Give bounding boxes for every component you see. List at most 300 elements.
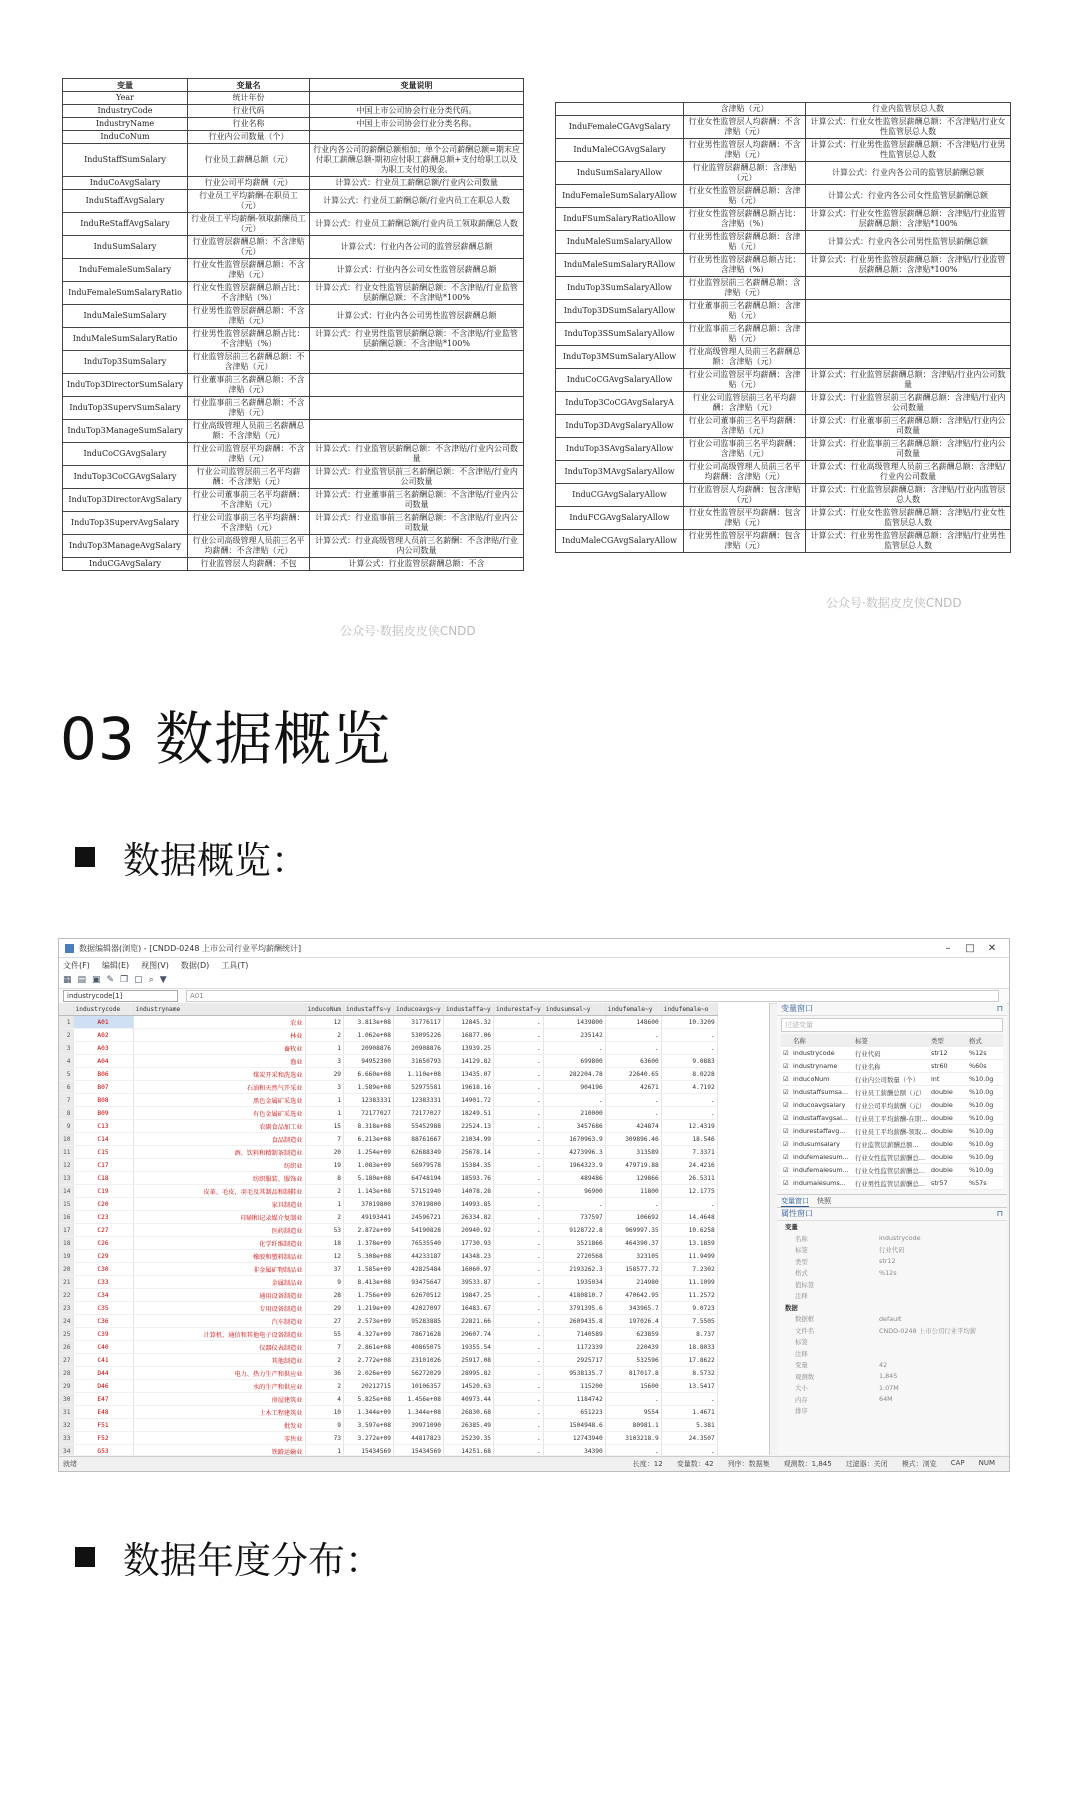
cell-value[interactable]: 8 bbox=[305, 1172, 344, 1185]
cell-value[interactable]: 1.062e+08 bbox=[344, 1029, 394, 1042]
cell-value[interactable]: 18.8033 bbox=[661, 1341, 717, 1354]
cell-value[interactable]: 3.813e+08 bbox=[344, 1016, 394, 1029]
cell-industryname[interactable]: 非金属矿物制品业 bbox=[133, 1263, 305, 1276]
cell-industrycode[interactable]: D46 bbox=[73, 1380, 133, 1393]
table-row[interactable] bbox=[59, 1276, 717, 1289]
cell-value-field[interactable]: A01 bbox=[186, 990, 999, 1002]
table-row[interactable] bbox=[59, 1055, 717, 1068]
cell-value[interactable]: 623859 bbox=[605, 1328, 661, 1341]
cell-industrycode[interactable]: C17 bbox=[73, 1159, 133, 1172]
cell-value[interactable]: 1.254e+09 bbox=[344, 1146, 394, 1159]
cell-industrycode[interactable]: B06 bbox=[73, 1068, 133, 1081]
cell-industrycode[interactable]: F51 bbox=[73, 1419, 133, 1432]
cell-industrycode[interactable]: C41 bbox=[73, 1354, 133, 1367]
cell-value[interactable]: . bbox=[494, 1367, 544, 1380]
cell-value[interactable]: 1.344e+09 bbox=[344, 1406, 394, 1419]
menu-edit[interactable]: 编辑(E) bbox=[101, 960, 130, 970]
cell-value[interactable]: 12383331 bbox=[344, 1094, 394, 1107]
cell-value[interactable]: 18.546 bbox=[661, 1133, 717, 1146]
cell-industryname[interactable]: 酒、饮料和精制茶制造业 bbox=[133, 1146, 305, 1159]
cell-value[interactable]: 22821.66 bbox=[444, 1315, 494, 1328]
cell-value[interactable]: 13939.25 bbox=[444, 1042, 494, 1055]
cell-value[interactable]: 53095226 bbox=[394, 1029, 444, 1042]
cell-value[interactable]: 16483.67 bbox=[444, 1302, 494, 1315]
cell-value[interactable]: 12743940 bbox=[543, 1432, 605, 1445]
cell-industrycode[interactable]: C27 bbox=[73, 1224, 133, 1237]
checkbox-icon[interactable] bbox=[781, 1086, 791, 1099]
cell-industryname[interactable]: 医药制造业 bbox=[133, 1224, 305, 1237]
cell-reference-box[interactable]: industrycode[1] bbox=[63, 990, 178, 1002]
cell-value[interactable]: 26.5311 bbox=[661, 1172, 717, 1185]
cell-value[interactable]: 2609435.8 bbox=[543, 1315, 605, 1328]
cell-value[interactable]: . bbox=[494, 1146, 544, 1159]
cell-industrycode[interactable]: C36 bbox=[73, 1315, 133, 1328]
cell-value[interactable]: 18593.76 bbox=[444, 1172, 494, 1185]
cell-value[interactable]: 14.4648 bbox=[661, 1211, 717, 1224]
cell-industrycode[interactable]: C33 bbox=[73, 1276, 133, 1289]
cell-value[interactable]: 22524.13 bbox=[444, 1120, 494, 1133]
table-row[interactable] bbox=[59, 1367, 717, 1380]
cell-industrycode[interactable]: C19 bbox=[73, 1185, 133, 1198]
cell-value[interactable]: 25678.14 bbox=[444, 1146, 494, 1159]
table-row[interactable] bbox=[59, 1263, 717, 1276]
cell-value[interactable]: 2 bbox=[305, 1185, 344, 1198]
cell-value[interactable]: 1.378e+09 bbox=[344, 1237, 394, 1250]
cell-value[interactable]: 20908876 bbox=[394, 1042, 444, 1055]
cell-value[interactable]: 17730.93 bbox=[444, 1237, 494, 1250]
cell-value[interactable]: 44817823 bbox=[394, 1432, 444, 1445]
cell-value[interactable]: 1 bbox=[305, 1445, 344, 1456]
cell-value[interactable]: 56272029 bbox=[394, 1367, 444, 1380]
cell-value[interactable]: 16060.97 bbox=[444, 1263, 494, 1276]
table-row[interactable] bbox=[59, 1224, 717, 1237]
cell-value[interactable]: 1.344e+08 bbox=[394, 1406, 444, 1419]
cell-value[interactable]: . bbox=[605, 1042, 661, 1055]
cell-value[interactable]: . bbox=[494, 1198, 544, 1211]
cell-value[interactable]: . bbox=[494, 1159, 544, 1172]
cell-value[interactable]: 2 bbox=[305, 1029, 344, 1042]
column-header[interactable]: indusumsal~y bbox=[543, 1003, 605, 1016]
cell-value[interactable]: 72177027 bbox=[344, 1107, 394, 1120]
cell-value[interactable]: 17.8622 bbox=[661, 1354, 717, 1367]
checkbox-icon[interactable] bbox=[781, 1112, 791, 1125]
checkbox-icon[interactable] bbox=[781, 1073, 791, 1086]
search-icon[interactable]: ⌕ bbox=[148, 975, 154, 985]
cell-industryname[interactable]: 零售业 bbox=[133, 1432, 305, 1445]
table-row[interactable] bbox=[59, 1133, 717, 1146]
cell-value[interactable]: 13.5417 bbox=[661, 1380, 717, 1393]
cell-value[interactable]: . bbox=[605, 1029, 661, 1042]
cell-value[interactable]: 6.213e+08 bbox=[344, 1133, 394, 1146]
cell-industryname[interactable]: 汽车制造业 bbox=[133, 1315, 305, 1328]
tab-snapshots[interactable]: 快照 bbox=[817, 1197, 831, 1205]
variable-list-item[interactable] bbox=[781, 1099, 1003, 1112]
cell-value[interactable]: 1 bbox=[305, 1094, 344, 1107]
cell-value[interactable]: 25917.08 bbox=[444, 1354, 494, 1367]
cell-value[interactable]: 12 bbox=[305, 1250, 344, 1263]
cell-value[interactable]: 76535540 bbox=[394, 1237, 444, 1250]
table-row[interactable] bbox=[59, 1120, 717, 1133]
cell-value[interactable]: 37019800 bbox=[394, 1198, 444, 1211]
cell-value[interactable]: 3 bbox=[305, 1055, 344, 1068]
minimize-icon[interactable]: – bbox=[945, 942, 951, 954]
cell-value[interactable]: 309896.46 bbox=[605, 1133, 661, 1146]
cell-value[interactable]: . bbox=[494, 1289, 544, 1302]
paste-icon[interactable]: ▢ bbox=[134, 975, 143, 985]
cell-value[interactable]: 5.381 bbox=[661, 1419, 717, 1432]
cell-value[interactable]: 14251.68 bbox=[444, 1445, 494, 1456]
cell-value[interactable]: . bbox=[494, 1172, 544, 1185]
checkbox-icon[interactable] bbox=[781, 1177, 791, 1190]
cell-value[interactable]: 11.9499 bbox=[661, 1250, 717, 1263]
cell-value[interactable]: 1 bbox=[305, 1107, 344, 1120]
cell-industryname[interactable]: 橡胶和塑料制品业 bbox=[133, 1250, 305, 1263]
cell-value[interactable]: . bbox=[494, 1263, 544, 1276]
cell-value[interactable]: 343965.7 bbox=[605, 1302, 661, 1315]
cell-value[interactable]: 115200 bbox=[543, 1380, 605, 1393]
cell-industrycode[interactable]: E48 bbox=[73, 1406, 133, 1419]
table-row[interactable] bbox=[59, 1198, 717, 1211]
cell-industrycode[interactable]: C34 bbox=[73, 1289, 133, 1302]
cell-value[interactable]: . bbox=[494, 1016, 544, 1029]
cell-value[interactable]: 2 bbox=[305, 1354, 344, 1367]
cell-value[interactable]: . bbox=[494, 1315, 544, 1328]
cell-value[interactable]: 214980 bbox=[605, 1276, 661, 1289]
cell-industryname[interactable]: 皮革、毛皮、羽毛及其制品和制鞋业 bbox=[133, 1185, 305, 1198]
column-header[interactable]: industryname bbox=[133, 1003, 305, 1016]
cell-industryname[interactable]: 家具制造业 bbox=[133, 1198, 305, 1211]
table-row[interactable] bbox=[59, 1211, 717, 1224]
column-header[interactable]: industaffa~y bbox=[444, 1003, 494, 1016]
column-header[interactable]: inducoavgs~y bbox=[394, 1003, 444, 1016]
cell-value[interactable]: 16877.06 bbox=[444, 1029, 494, 1042]
cell-value[interactable]: 15 bbox=[305, 1120, 344, 1133]
menu-tools[interactable]: 工具(T) bbox=[221, 960, 249, 970]
table-row[interactable] bbox=[59, 1419, 717, 1432]
cell-value[interactable]: 42825484 bbox=[394, 1263, 444, 1276]
cell-value[interactable]: 1.083e+09 bbox=[344, 1159, 394, 1172]
table-row[interactable] bbox=[59, 1042, 717, 1055]
cell-industryname[interactable]: 仪器仪表制造业 bbox=[133, 1341, 305, 1354]
cell-value[interactable]: 34390 bbox=[543, 1445, 605, 1456]
cell-value[interactable]: . bbox=[661, 1042, 717, 1055]
cell-value[interactable]: 44233187 bbox=[394, 1250, 444, 1263]
cell-value[interactable]: 1964323.9 bbox=[543, 1159, 605, 1172]
cell-value[interactable]: . bbox=[661, 1198, 717, 1211]
cell-value[interactable]: 10106357 bbox=[394, 1380, 444, 1393]
cell-value[interactable]: . bbox=[494, 1354, 544, 1367]
cell-value[interactable]: 19355.54 bbox=[444, 1341, 494, 1354]
cell-value[interactable]: 2193262.3 bbox=[543, 1263, 605, 1276]
cell-value[interactable]: 3791395.6 bbox=[543, 1302, 605, 1315]
table-row[interactable] bbox=[59, 1068, 717, 1081]
cell-industryname[interactable]: 化学纤维制造业 bbox=[133, 1237, 305, 1250]
grid-icon[interactable]: ▦ bbox=[63, 975, 72, 985]
cell-value[interactable]: . bbox=[494, 1250, 544, 1263]
cell-value[interactable]: 36 bbox=[305, 1367, 344, 1380]
cell-value[interactable]: 95283885 bbox=[394, 1315, 444, 1328]
cell-value[interactable]: 9128722.8 bbox=[543, 1224, 605, 1237]
cell-industrycode[interactable]: C18 bbox=[73, 1172, 133, 1185]
checkbox-icon[interactable] bbox=[781, 1125, 791, 1138]
cell-value[interactable]: . bbox=[494, 1445, 544, 1456]
cell-value[interactable]: 532596 bbox=[605, 1354, 661, 1367]
menu-data[interactable]: 数据(D) bbox=[180, 960, 210, 970]
cell-value[interactable]: 40865075 bbox=[394, 1341, 444, 1354]
cell-value[interactable]: . bbox=[494, 1094, 544, 1107]
checkbox-icon[interactable] bbox=[781, 1099, 791, 1112]
cell-value[interactable]: . bbox=[661, 1445, 717, 1456]
cell-value[interactable]: 4.327e+09 bbox=[344, 1328, 394, 1341]
cell-value[interactable]: 651223 bbox=[543, 1406, 605, 1419]
cell-value[interactable]: 9538135.7 bbox=[543, 1367, 605, 1380]
cell-value[interactable]: 13.1859 bbox=[661, 1237, 717, 1250]
cell-industrycode[interactable]: C35 bbox=[73, 1302, 133, 1315]
cell-value[interactable]: 220439 bbox=[605, 1341, 661, 1354]
cell-industrycode[interactable]: B08 bbox=[73, 1094, 133, 1107]
cell-value[interactable]: 22640.65 bbox=[605, 1068, 661, 1081]
cell-value[interactable]: 424874 bbox=[605, 1120, 661, 1133]
cell-value[interactable]: 8.5732 bbox=[661, 1367, 717, 1380]
cell-value[interactable]: 23101026 bbox=[394, 1354, 444, 1367]
cell-value[interactable]: 8.413e+08 bbox=[344, 1276, 394, 1289]
cell-value[interactable]: 4.7192 bbox=[661, 1081, 717, 1094]
cell-value[interactable]: 737597 bbox=[543, 1211, 605, 1224]
save-icon[interactable]: ▣ bbox=[92, 975, 101, 985]
cell-value[interactable]: 12.4319 bbox=[661, 1120, 717, 1133]
cell-value[interactable]: 489486 bbox=[543, 1172, 605, 1185]
cell-industrycode[interactable]: A04 bbox=[73, 1055, 133, 1068]
cell-value[interactable]: 7 bbox=[305, 1341, 344, 1354]
table-row[interactable] bbox=[59, 1432, 717, 1445]
cell-value[interactable]: 64748194 bbox=[394, 1172, 444, 1185]
cell-value[interactable]: 6.660e+08 bbox=[344, 1068, 394, 1081]
cell-value[interactable]: 3457686 bbox=[543, 1120, 605, 1133]
cell-industryname[interactable]: 石油和天然气开采业 bbox=[133, 1081, 305, 1094]
table-row[interactable] bbox=[59, 1380, 717, 1393]
cell-value[interactable]: 24.4216 bbox=[661, 1159, 717, 1172]
table-row[interactable] bbox=[59, 1289, 717, 1302]
cell-value[interactable]: 80981.1 bbox=[605, 1419, 661, 1432]
cell-value[interactable]: . bbox=[494, 1068, 544, 1081]
cell-value[interactable]: 5.825e+08 bbox=[344, 1393, 394, 1406]
table-row[interactable] bbox=[59, 1250, 717, 1263]
table-row[interactable] bbox=[59, 1172, 717, 1185]
cell-value[interactable]: . bbox=[543, 1094, 605, 1107]
cell-value[interactable]: 2.573e+09 bbox=[344, 1315, 394, 1328]
cell-value[interactable]: 1.219e+09 bbox=[344, 1302, 394, 1315]
cell-value[interactable]: 129866 bbox=[605, 1172, 661, 1185]
cell-value[interactable]: . bbox=[494, 1185, 544, 1198]
cell-value[interactable]: . bbox=[661, 1393, 717, 1406]
cell-value[interactable]: . bbox=[494, 1120, 544, 1133]
cell-value[interactable]: 28 bbox=[305, 1289, 344, 1302]
cell-value[interactable]: 15434569 bbox=[344, 1445, 394, 1456]
cell-value[interactable]: 21034.99 bbox=[444, 1133, 494, 1146]
table-row[interactable] bbox=[59, 1406, 717, 1419]
cell-value[interactable]: 210000 bbox=[543, 1107, 605, 1120]
cell-value[interactable]: . bbox=[543, 1042, 605, 1055]
cell-industrycode[interactable]: C20 bbox=[73, 1198, 133, 1211]
variable-list-item[interactable] bbox=[781, 1138, 1003, 1151]
cell-value[interactable]: . bbox=[605, 1107, 661, 1120]
cell-value[interactable]: 1.585e+09 bbox=[344, 1263, 394, 1276]
cell-value[interactable]: 42027097 bbox=[394, 1302, 444, 1315]
cell-value[interactable]: . bbox=[494, 1055, 544, 1068]
cell-value[interactable]: . bbox=[494, 1042, 544, 1055]
cell-value[interactable]: 40973.44 bbox=[444, 1393, 494, 1406]
cell-industryname[interactable]: 水的生产和供应业 bbox=[133, 1380, 305, 1393]
cell-value[interactable]: . bbox=[494, 1211, 544, 1224]
cell-value[interactable]: 3.272e+09 bbox=[344, 1432, 394, 1445]
cell-value[interactable]: 1.589e+08 bbox=[344, 1081, 394, 1094]
cell-value[interactable]: 9.0883 bbox=[661, 1055, 717, 1068]
checkbox-icon[interactable] bbox=[781, 1151, 791, 1164]
tab-variables[interactable]: 变量窗口 bbox=[781, 1196, 809, 1205]
column-header[interactable]: indufemale~o bbox=[661, 1003, 717, 1016]
cell-value[interactable]: 5.308e+08 bbox=[344, 1250, 394, 1263]
cell-value[interactable]: 323105 bbox=[605, 1250, 661, 1263]
cell-value[interactable]: 12845.32 bbox=[444, 1016, 494, 1029]
cell-value[interactable]: 1 bbox=[305, 1198, 344, 1211]
copy-icon[interactable]: ❐ bbox=[120, 975, 129, 985]
cell-value[interactable]: 62670512 bbox=[394, 1289, 444, 1302]
cell-value[interactable]: 37 bbox=[305, 1263, 344, 1276]
cell-industrycode[interactable]: C14 bbox=[73, 1133, 133, 1146]
table-row[interactable] bbox=[59, 1393, 717, 1406]
variable-list-item[interactable] bbox=[781, 1164, 1003, 1177]
cell-value[interactable]: 9554 bbox=[605, 1406, 661, 1419]
cell-value[interactable]: 42671 bbox=[605, 1081, 661, 1094]
variable-list-item[interactable] bbox=[781, 1060, 1003, 1073]
cell-value[interactable]: 2.872e+09 bbox=[344, 1224, 394, 1237]
cell-value[interactable]: 1.110e+08 bbox=[394, 1068, 444, 1081]
cell-industryname[interactable]: 房屋建筑业 bbox=[133, 1393, 305, 1406]
cell-industrycode[interactable]: G53 bbox=[73, 1445, 133, 1456]
cell-value[interactable]: 62688349 bbox=[394, 1146, 444, 1159]
cell-value[interactable]: 3521866 bbox=[543, 1237, 605, 1250]
cell-value[interactable]: 88761667 bbox=[394, 1133, 444, 1146]
data-grid[interactable] bbox=[59, 1003, 770, 1455]
cell-value[interactable]: 464390.37 bbox=[605, 1237, 661, 1250]
table-row[interactable] bbox=[59, 1159, 717, 1172]
filter-icon[interactable]: ▼ bbox=[159, 975, 167, 985]
variable-list-item[interactable] bbox=[781, 1112, 1003, 1125]
cell-value[interactable]: 93475647 bbox=[394, 1276, 444, 1289]
checkbox-icon[interactable] bbox=[781, 1060, 791, 1073]
cell-value[interactable]: 11.2572 bbox=[661, 1289, 717, 1302]
cell-value[interactable]: 31650793 bbox=[394, 1055, 444, 1068]
cell-value[interactable]: . bbox=[494, 1380, 544, 1393]
cell-value[interactable]: 12 bbox=[305, 1016, 344, 1029]
cell-value[interactable]: 14129.82 bbox=[444, 1055, 494, 1068]
cell-value[interactable]: 20212715 bbox=[344, 1380, 394, 1393]
pin-icon[interactable]: ⊓ bbox=[996, 1004, 1003, 1013]
cell-value[interactable]: 2.772e+08 bbox=[344, 1354, 394, 1367]
table-row[interactable] bbox=[59, 1354, 717, 1367]
table-row[interactable] bbox=[59, 1146, 717, 1159]
cell-value[interactable]: 1.4671 bbox=[661, 1406, 717, 1419]
table-row[interactable] bbox=[59, 1328, 717, 1341]
cell-value[interactable]: 7 bbox=[305, 1133, 344, 1146]
cell-value[interactable]: 4273996.3 bbox=[543, 1146, 605, 1159]
cell-value[interactable]: 56979578 bbox=[394, 1159, 444, 1172]
cell-value[interactable]: 18 bbox=[305, 1237, 344, 1250]
cell-value[interactable]: 479719.88 bbox=[605, 1159, 661, 1172]
cell-value[interactable]: 9 bbox=[305, 1419, 344, 1432]
cell-value[interactable]: 29 bbox=[305, 1302, 344, 1315]
column-header[interactable]: industaffs~y bbox=[344, 1003, 394, 1016]
cell-value[interactable]: 19 bbox=[305, 1159, 344, 1172]
cell-industryname[interactable]: 黑色金属矿采选业 bbox=[133, 1094, 305, 1107]
cell-value[interactable]: 148600 bbox=[605, 1016, 661, 1029]
cell-industryname[interactable]: 通用设备制造业 bbox=[133, 1289, 305, 1302]
cell-industrycode[interactable]: A01 bbox=[73, 1016, 133, 1029]
cell-value[interactable]: 78671628 bbox=[394, 1328, 444, 1341]
cell-industryname[interactable]: 金属制品业 bbox=[133, 1276, 305, 1289]
cell-value[interactable]: . bbox=[494, 1302, 544, 1315]
cell-industryname[interactable]: 纺织业 bbox=[133, 1159, 305, 1172]
cell-value[interactable]: 1504948.6 bbox=[543, 1419, 605, 1432]
cell-value[interactable]: 25239.35 bbox=[444, 1432, 494, 1445]
cell-value[interactable]: 11.1099 bbox=[661, 1276, 717, 1289]
cell-value[interactable]: 14520.63 bbox=[444, 1380, 494, 1393]
cell-value[interactable]: 9 bbox=[305, 1276, 344, 1289]
cell-industryname[interactable]: 土木工程建筑业 bbox=[133, 1406, 305, 1419]
checkbox-icon[interactable] bbox=[781, 1047, 791, 1060]
cell-value[interactable]: 29 bbox=[305, 1068, 344, 1081]
cell-value[interactable]: . bbox=[661, 1107, 717, 1120]
cell-value[interactable]: . bbox=[661, 1029, 717, 1042]
cell-value[interactable]: . bbox=[543, 1198, 605, 1211]
cell-value[interactable]: 49193441 bbox=[344, 1211, 394, 1224]
cell-value[interactable]: 53 bbox=[305, 1224, 344, 1237]
checkbox-icon[interactable] bbox=[781, 1138, 791, 1151]
column-header[interactable]: inducoNum bbox=[305, 1003, 344, 1016]
table-row[interactable] bbox=[59, 1016, 717, 1029]
cell-value[interactable]: 817017.8 bbox=[605, 1367, 661, 1380]
cell-industryname[interactable]: 专用设备制造业 bbox=[133, 1302, 305, 1315]
cell-value[interactable]: . bbox=[661, 1094, 717, 1107]
cell-industryname[interactable]: 纺织服装、服饰业 bbox=[133, 1172, 305, 1185]
table-row[interactable] bbox=[59, 1094, 717, 1107]
cell-industrycode[interactable]: C26 bbox=[73, 1237, 133, 1250]
variable-list-item[interactable] bbox=[781, 1177, 1003, 1190]
cell-value[interactable]: 3.597e+08 bbox=[344, 1419, 394, 1432]
cell-value[interactable]: 4 bbox=[305, 1393, 344, 1406]
cell-value[interactable]: 2720568 bbox=[543, 1250, 605, 1263]
cell-value[interactable]: . bbox=[494, 1393, 544, 1406]
cell-value[interactable]: 26334.82 bbox=[444, 1211, 494, 1224]
cell-industrycode[interactable]: C39 bbox=[73, 1328, 133, 1341]
cell-value[interactable]: 63600 bbox=[605, 1055, 661, 1068]
cell-value[interactable]: 2925717 bbox=[543, 1354, 605, 1367]
menu-view[interactable]: 视图(V) bbox=[141, 960, 169, 970]
cell-industryname[interactable]: 农业 bbox=[133, 1016, 305, 1029]
cell-value[interactable]: . bbox=[494, 1328, 544, 1341]
cell-value[interactable]: . bbox=[494, 1341, 544, 1354]
cell-industrycode[interactable]: D44 bbox=[73, 1367, 133, 1380]
cell-value[interactable]: 55 bbox=[305, 1328, 344, 1341]
variable-list-item[interactable] bbox=[781, 1073, 1003, 1086]
cell-industrycode[interactable]: C13 bbox=[73, 1120, 133, 1133]
cell-value[interactable]: 24.3507 bbox=[661, 1432, 717, 1445]
cell-value[interactable]: 1.143e+08 bbox=[344, 1185, 394, 1198]
cell-value[interactable]: 39533.87 bbox=[444, 1276, 494, 1289]
cell-value[interactable]: 2.861e+08 bbox=[344, 1341, 394, 1354]
maximize-icon[interactable]: □ bbox=[965, 942, 975, 954]
cell-value[interactable]: 8.318e+08 bbox=[344, 1120, 394, 1133]
